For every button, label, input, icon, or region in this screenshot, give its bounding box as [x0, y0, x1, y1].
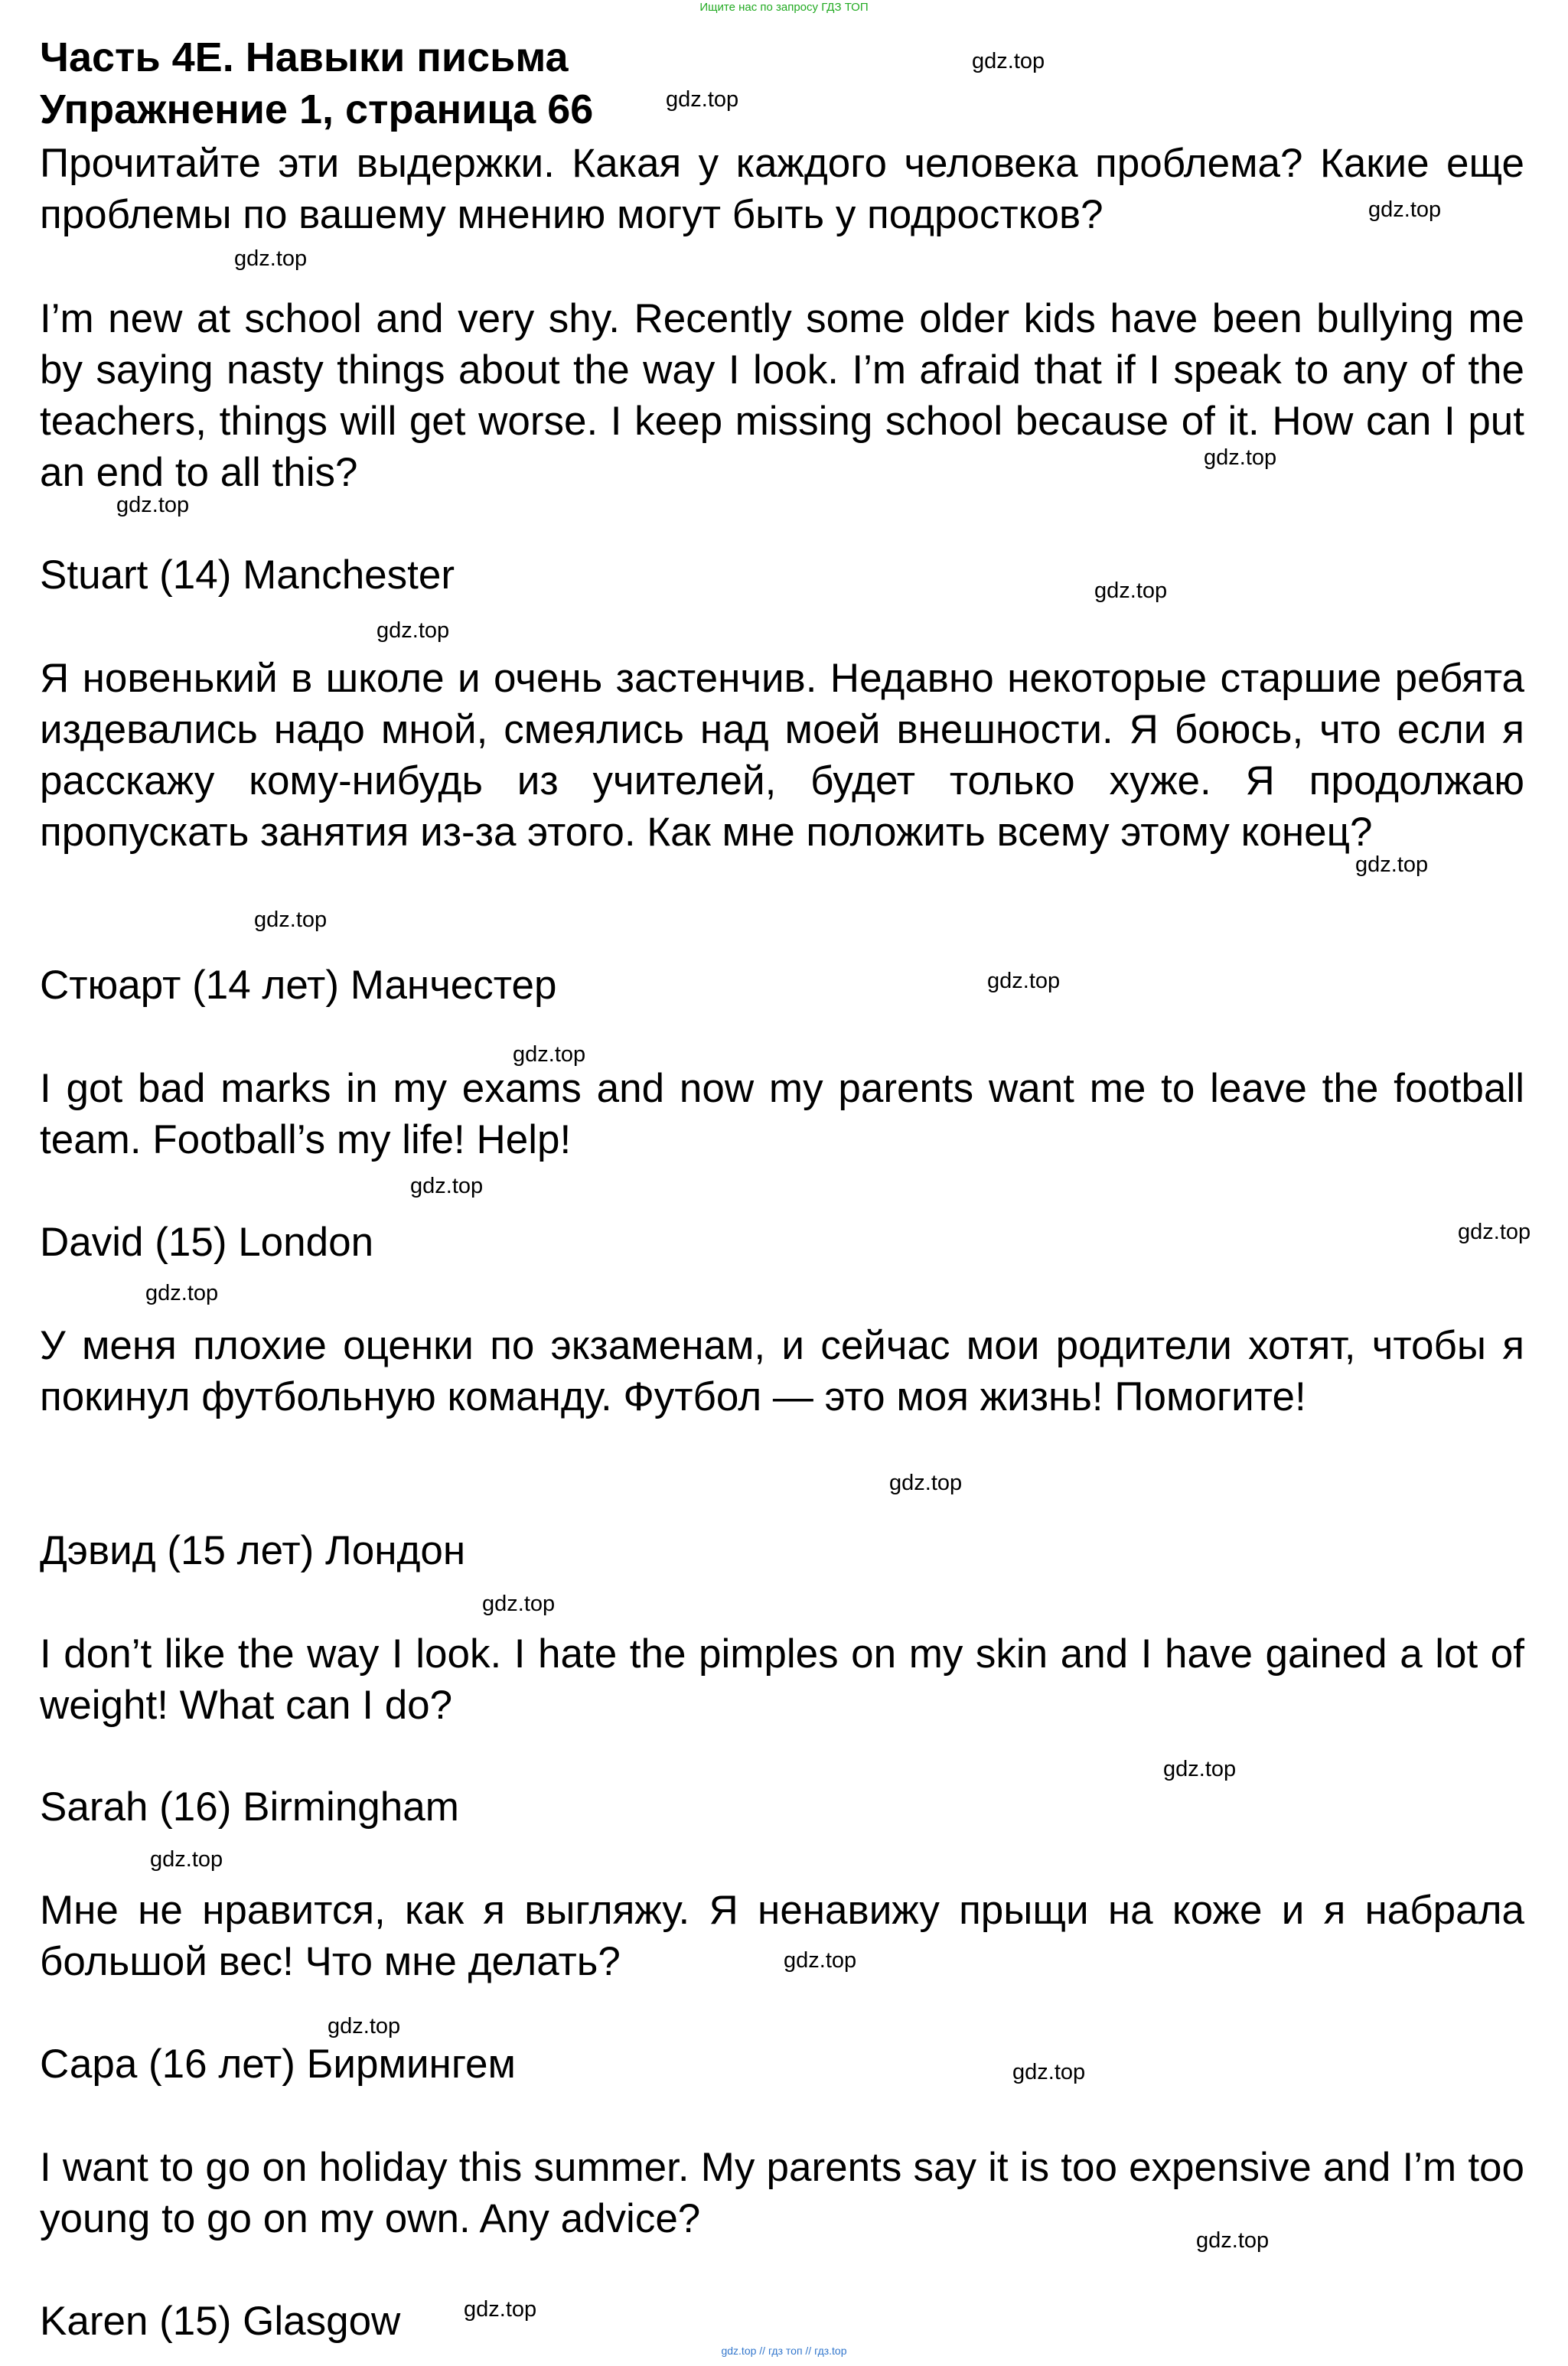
watermark: gdz.top — [116, 493, 190, 517]
letter-1-en-signature: Stuart (14) Manchester — [40, 552, 455, 598]
exercise-title: Упражнение 1, страница 66 — [40, 86, 594, 132]
letter-2-en-text: I got bad marks in my exams and now my parents want me to leave the football team. Football’s my life! Help! — [40, 1066, 1524, 1162]
task-text: Прочитайте эти выдержки. Какая у каждого человека проблема? Какие еще проблемы по вашему мнению могут быть у подростков? — [40, 141, 1524, 237]
watermark: gdz.top — [1368, 197, 1442, 222]
watermark: gdz.top — [150, 1847, 223, 1872]
watermark: gdz.top — [513, 1042, 586, 1067]
watermark: gdz.top — [377, 618, 450, 643]
letter-3-ru-signature: Сара (16 лет) Бирмингем — [40, 2042, 516, 2087]
watermark: gdz.top — [1458, 1220, 1531, 1244]
letter-2-en-signature: David (15) London — [40, 1220, 374, 1265]
watermark: gdz.top — [972, 49, 1045, 73]
watermark: gdz.top — [1012, 2060, 1086, 2084]
watermark: gdz.top — [1094, 578, 1168, 603]
watermark: gdz.top — [482, 1592, 556, 1616]
watermark: gdz.top — [464, 2297, 537, 2322]
bottom-banner: gdz.top // гдз топ // гдз.top — [721, 2345, 847, 2357]
letter-1-en-text: I’m new at school and very shy. Recently some older kids have been bullying me by saying nasty things about the way I look. I’m afraid that if I speak to any of the teachers, things will get worse. I keep missing school because of it. How can I put an end to all this? — [40, 296, 1524, 495]
letter-1-ru-signature: Стюарт (14 лет) Манчестер — [40, 963, 557, 1008]
letter-3-en-text: I don’t like the way I look. I hate the pimples on my skin and I have gained a lot of weight! What can I do? — [40, 1631, 1524, 1728]
watermark: gdz.top — [889, 1471, 963, 1495]
watermark: gdz.top — [1355, 852, 1429, 877]
watermark: gdz.top — [1196, 2228, 1270, 2253]
watermark: gdz.top — [328, 2014, 401, 2038]
watermark: gdz.top — [784, 1948, 857, 1973]
watermark: gdz.top — [145, 1281, 219, 1305]
watermark: gdz.top — [254, 908, 328, 932]
watermark: gdz.top — [1204, 445, 1277, 470]
watermark: gdz.top — [1163, 1757, 1237, 1781]
watermark: gdz.top — [987, 969, 1061, 993]
letter-4-en-text: I want to go on holiday this summer. My parents say it is too expensive and I’m too young to go on my own. Any advice? — [40, 2145, 1524, 2241]
letter-3-en-signature: Sarah (16) Birmingham — [40, 1784, 459, 1830]
part-title: Часть 4E. Навыки письма — [40, 34, 569, 80]
watermark: gdz.top — [410, 1174, 484, 1198]
top-banner: Ищите нас по запросу ГДЗ ТОП — [699, 1, 869, 14]
letter-1-ru-text: Я новенький в школе и очень застенчив. Недавно некоторые старшие ребята издевались надо мной, смеялись над моей внешности. Я боюсь, что если я расскажу кому-нибудь из учителей, будет только хуже. Я продолжаю пропускать занятия из-за этого. Как мне положить всему этому конец? — [40, 656, 1524, 855]
letter-2-ru-text: У меня плохие оценки по экзаменам, и сейчас мои родители хотят, чтобы я покинул футбольную команду. Футбол — это моя жизнь! Помогите! — [40, 1323, 1524, 1419]
watermark: gdz.top — [666, 87, 739, 112]
watermark: gdz.top — [234, 246, 308, 271]
letter-4-en-signature: Karen (15) Glasgow — [40, 2299, 401, 2344]
letter-3-ru-text: Мне не нравится, как я выгляжу. Я ненавижу прыщи на коже и я набрала большой вес! Что мне делать? — [40, 1888, 1524, 1984]
letter-2-ru-signature: Дэвид (15 лет) Лондон — [40, 1528, 466, 1573]
